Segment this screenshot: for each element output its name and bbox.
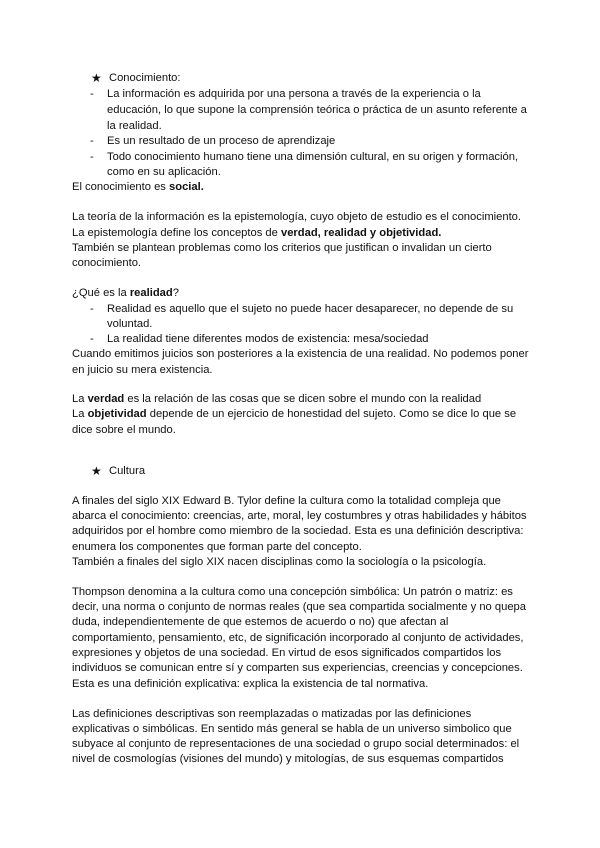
- text-line: ¿Qué es la realidad?: [72, 287, 179, 299]
- dash-bullet-icon: -: [90, 88, 94, 100]
- text-line: duda, independientemente de que estemos de acuerdo o no) que afectan al: [72, 616, 449, 628]
- text-line: adquiridos por el hombre como miembro de la sociedad. Esta es una definición descriptiva:: [72, 525, 524, 537]
- text-line: Thompson denomina a la cultura como una concepción simbólica: Un patrón o matriz: es: [72, 586, 513, 598]
- text-line: educación, lo que supone la comprensión teórica o práctica de un asunto referente a: [107, 104, 527, 116]
- text-line: La información es adquirida por una persona a través de la experiencia o la: [107, 88, 481, 100]
- text-line: subyace al conjunto de representaciones de una sociedad o grupo social determinados: el: [72, 738, 520, 750]
- text-line: Las definiciones descriptivas son reemplazadas o matizadas por las definiciones: [72, 708, 472, 720]
- text-line: La objetividad depende de un ejercicio de honestidad del sujeto. Como se dice lo que se: [72, 408, 517, 420]
- text-line: en juicio su mera existencia.: [72, 364, 213, 376]
- text-line: La realidad tiene diferentes modos de existencia: mesa/sociedad: [107, 333, 429, 345]
- text-line: A finales del siglo XIX Edward B. Tylor define la cultura como la totalidad compleja que: [72, 495, 501, 507]
- text-line: explicativas o simbólicas. En sentido más general se habla de un universo simbolico que: [72, 723, 512, 735]
- star-bullet-icon: ★: [91, 71, 102, 85]
- text-line: como en su aplicación.: [107, 166, 221, 178]
- text-line: Realidad es aquello que el sujeto no puede hacer desaparecer, no depende de su: [107, 303, 514, 315]
- text-line: El conocimiento es social.: [72, 181, 204, 193]
- text-line: La verdad es la relación de las cosas que se dicen sobre el mundo con la realidad: [72, 393, 482, 405]
- text-line: También a finales del siglo XIX nacen disciplinas como la sociología o la psicología.: [72, 556, 487, 568]
- text-line: Es un resultado de un proceso de aprendizaje: [107, 135, 336, 147]
- text-line: Esta es una definición explicativa: explica la existencia de tal normativa.: [72, 678, 429, 690]
- dash-bullet-icon: -: [90, 303, 94, 315]
- text-line: También se plantean problemas como los criterios que justifican o invalidan un cierto: [72, 242, 492, 254]
- text-line: individuos se comunican entre sí y comparten sus experiencias, creencias y concepciones.: [72, 662, 523, 674]
- text-line: voluntad.: [107, 318, 153, 330]
- text-line: abarca el conocimiento: creencias, arte, moral, ley costumbres y otras habilidades y hábitos: [72, 510, 527, 522]
- text-line: Cuando emitimos juicios son posteriores a la existencia de una realidad. No podemos poner: [72, 348, 529, 360]
- text-line: conocimiento.: [72, 257, 142, 269]
- text-line: comportamiento, pensamiento, etc, de significación incorporado al conjunto de actividades,: [72, 632, 524, 644]
- text-line: expresiones y objetos de una sociedad. En virtud de esos significados compartidos los: [72, 647, 502, 659]
- text-line: La teoría de la información es la epistemología, cuyo objeto de estudio es el conocimiento.: [72, 211, 522, 223]
- dash-bullet-icon: -: [90, 135, 94, 147]
- text-line: decir, una norma o conjunto de normas reales (que sea compartida socialmente y no quepa: [72, 601, 526, 613]
- text-line: La epistemología define los conceptos de verdad, realidad y objetividad.: [72, 227, 442, 239]
- text-line: enumera los componentes que forman parte del concepto.: [72, 541, 362, 553]
- text-line: dice sobre el mundo.: [72, 424, 176, 436]
- section-heading-cultura: Cultura: [109, 465, 146, 477]
- section-heading-conocimiento: Conocimiento:: [109, 72, 181, 84]
- text-line: la realidad.: [107, 120, 162, 132]
- star-bullet-icon: ★: [91, 464, 102, 478]
- text-line: nivel de cosmologías (visiones del mundo) y mitologías, de sus esquemas compartidos: [72, 753, 504, 765]
- text-line: Todo conocimiento humano tiene una dimensión cultural, en su origen y formación,: [107, 151, 519, 163]
- dash-bullet-icon: -: [90, 333, 94, 345]
- dash-bullet-icon: -: [90, 151, 94, 163]
